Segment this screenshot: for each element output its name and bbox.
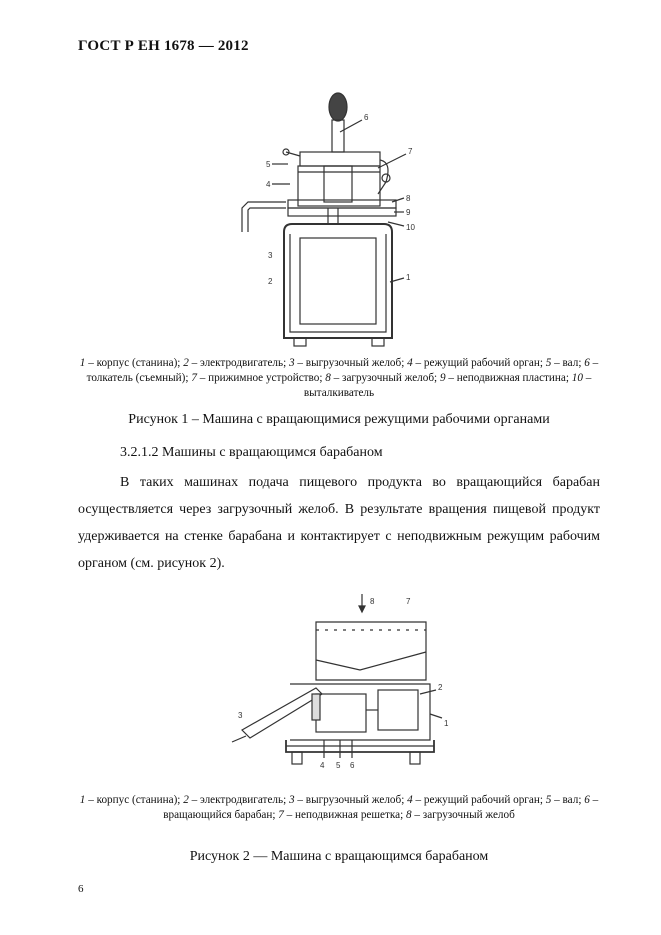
fig2-label-8: 8 bbox=[370, 597, 375, 606]
fig2-label-3: 3 bbox=[238, 711, 243, 720]
figure-1-title: Рисунок 1 – Машина с вращающимися режущими рабочими органами bbox=[128, 412, 550, 427]
fig1-label-7: 7 bbox=[408, 147, 413, 156]
body-paragraph: В таких машинах подача пищевого продукта во вращающийся барабан осуществляется через загрузочный желоб. В результате вращения пищевой продукт удерживается на стенке барабана и контактирует с неподвижным режущим рабочим органом (см. рисунок 2). bbox=[78, 475, 600, 571]
fig2-label-2: 2 bbox=[438, 683, 443, 692]
fig1-label-10: 10 bbox=[406, 223, 415, 232]
fig1-label-8: 8 bbox=[406, 194, 411, 203]
fig1-label-3: 3 bbox=[268, 251, 273, 260]
figure-1-legend: 1 – корпус (станина); 2 – электродвигатель; 3 – выгрузочный желоб; 4 – режущий рабочий орган; 5 – вал; 6 – толкатель (съемный); 7 – прижимное устройство; 8 – загрузочный желоб; 9 – неподвижная пластина; 10 – выталкиватель bbox=[79, 357, 599, 399]
section-heading: 3.2.1.2 Машины с вращающимся барабаном bbox=[120, 445, 383, 460]
figure-1-drawing bbox=[228, 82, 438, 352]
fig2-label-7: 7 bbox=[406, 597, 411, 606]
figure-2-title: Рисунок 2 — Машина с вращающимся барабаном bbox=[189, 849, 489, 864]
fig1-label-1: 1 bbox=[406, 273, 411, 282]
figure-2-legend: 1 – корпус (станина); 2 – электродвигатель; 3 – выгрузочный желоб; 4 – режущий рабочий орган; 5 – вал; 6 – вращающийся барабан; 7 – неподвижная решетка; 8 – загрузочный желоб bbox=[79, 794, 599, 821]
fig1-label-5: 5 bbox=[266, 160, 271, 169]
document-header: ГОСТ Р ЕН 1678 — 2012 bbox=[78, 38, 249, 54]
fig1-label-4: 4 bbox=[266, 180, 271, 189]
figure-2-drawing bbox=[220, 590, 460, 780]
fig2-label-4: 4 bbox=[320, 761, 325, 770]
fig1-label-9: 9 bbox=[406, 208, 411, 217]
fig2-label-1: 1 bbox=[444, 719, 449, 728]
page-number: 6 bbox=[78, 883, 84, 895]
fig1-label-2: 2 bbox=[268, 277, 273, 286]
fig2-label-5: 5 bbox=[336, 761, 341, 770]
fig2-label-6: 6 bbox=[350, 761, 355, 770]
fig1-label-6: 6 bbox=[364, 113, 369, 122]
